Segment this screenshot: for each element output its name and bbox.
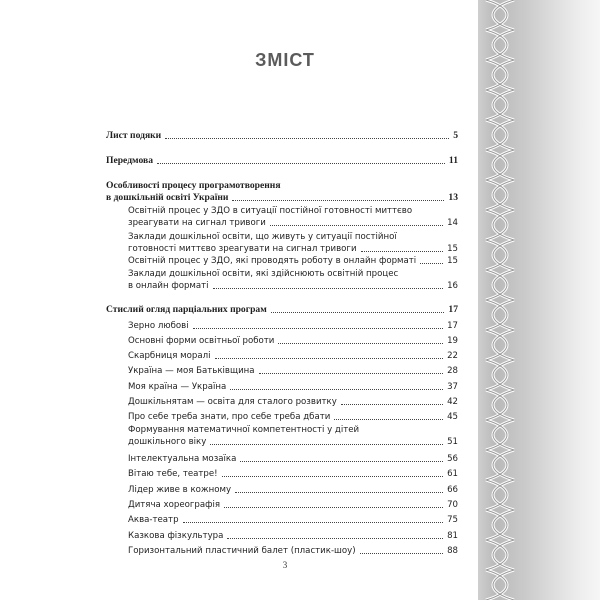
- toc-entry[interactable]: [128, 545, 458, 557]
- toc-entry-title-line1: Особливості процесу програмотворення: [106, 180, 281, 191]
- toc-entry-page: 19: [447, 336, 458, 346]
- toc-entry-title-line1: Заклади дошкільної освіти, які здійснюють освітній процес: [128, 269, 399, 279]
- toc-entry-title-line1: Освітній процес у ЗДО в ситуації постійної готовності миттєво: [128, 206, 413, 216]
- dot-leader: [165, 138, 449, 139]
- page-number: 3: [282, 560, 288, 570]
- toc-entry-title: Казкова фізкультура: [128, 531, 224, 541]
- toc-entry[interactable]: [128, 468, 458, 480]
- toc-entry-page: 15: [447, 256, 458, 266]
- toc-entry-page: 14: [447, 218, 458, 228]
- dot-leader: [227, 538, 443, 539]
- dot-leader: [213, 288, 443, 289]
- dot-leader: [278, 343, 443, 344]
- dot-leader: [270, 225, 443, 226]
- dot-leader: [183, 522, 444, 523]
- dot-leader: [334, 419, 443, 420]
- toc-entry[interactable]: [128, 365, 458, 377]
- toc-entry-page: 16: [447, 281, 458, 291]
- dot-leader: [157, 163, 445, 164]
- dot-leader: [341, 404, 443, 405]
- toc-entry-title: Скарбниця моралі: [128, 351, 211, 361]
- toc-entry-page: 42: [447, 397, 458, 407]
- toc-entry-title: Про себе треба знати, про себе треба дбати: [128, 412, 331, 422]
- toc-entry[interactable]: [128, 396, 458, 408]
- toc-entry-page: 17: [447, 321, 458, 331]
- toc-entry-title: Стислий огляд парціальних програм: [106, 304, 267, 315]
- toc-entry-title-line1: Формування математичної компетентності у дітей: [128, 425, 360, 435]
- toc-entry[interactable]: [106, 155, 458, 167]
- toc-entry-page: 51: [447, 437, 458, 447]
- toc-entry-title: Дитяча хореографія: [128, 500, 221, 510]
- toc-entry[interactable]: [128, 530, 458, 542]
- toc-entry[interactable]: [128, 484, 458, 496]
- toc-entry-page: 15: [447, 244, 458, 254]
- toc-entry-title: Основні форми освітньої роботи: [128, 336, 275, 346]
- toc-entry[interactable]: [128, 268, 458, 292]
- dot-leader: [224, 507, 443, 508]
- toc-entry-title-line1: Заклади дошкільної освіти, що живуть у ситуації постійної: [128, 232, 397, 242]
- dot-leader: [271, 312, 445, 313]
- toc-entry[interactable]: [128, 205, 458, 229]
- toc-entry[interactable]: [106, 130, 458, 142]
- braid-ornament-icon: [478, 0, 522, 600]
- toc-entry-title: Лідер живе в кожному: [128, 485, 232, 495]
- toc-entry[interactable]: [128, 499, 458, 511]
- toc-entry[interactable]: [128, 255, 458, 267]
- toc-entry-page: 75: [447, 515, 458, 525]
- toc-entry[interactable]: [128, 350, 458, 362]
- toc-entry-page: 81: [447, 531, 458, 541]
- toc-entry[interactable]: [128, 320, 458, 332]
- toc-entry[interactable]: [128, 231, 458, 255]
- toc-entry-page: 45: [447, 412, 458, 422]
- dot-leader: [193, 328, 443, 329]
- toc-entry-page: 66: [447, 485, 458, 495]
- toc-entry-title: дошкільного віку: [128, 437, 207, 447]
- toc-entry-page: 17: [448, 304, 458, 315]
- toc-entry-title: Аква-театр: [128, 515, 179, 525]
- dot-leader: [420, 263, 443, 264]
- toc-entry-title: готовності миттєво зреагувати на сигнал тривоги: [128, 244, 357, 254]
- toc-entry-page: 5: [453, 130, 458, 141]
- dot-leader: [222, 476, 443, 477]
- toc-entry[interactable]: [128, 514, 458, 526]
- dot-leader: [240, 461, 443, 462]
- toc-entry[interactable]: [128, 381, 458, 393]
- toc-entry-page: 70: [447, 500, 458, 510]
- page-edge-shadow: [522, 0, 600, 600]
- toc-entry-title: Передмова: [106, 155, 153, 166]
- dot-leader: [210, 444, 443, 445]
- toc-entry-page: 56: [447, 454, 458, 464]
- toc-entry-title: Вітаю тебе, театре!: [128, 469, 218, 479]
- toc-entry-title: в онлайн форматі: [128, 281, 209, 291]
- toc-entry-title: Лист подяки: [106, 130, 162, 141]
- toc-entry[interactable]: [128, 424, 458, 448]
- toc-entry-title: Горизонтальний пластичний балет (пластик-шоу): [128, 546, 356, 556]
- page-title: ЗМІСТ: [255, 50, 315, 70]
- toc-entry-title: Україна — моя Батьківщина: [128, 366, 255, 376]
- toc-entry-page: 37: [447, 382, 458, 392]
- toc-entry[interactable]: [128, 453, 458, 465]
- toc-entry-page: 11: [448, 155, 458, 166]
- toc-entry[interactable]: [128, 335, 458, 347]
- dot-leader: [235, 492, 443, 493]
- toc-entry[interactable]: [106, 304, 458, 316]
- dot-leader: [360, 553, 443, 554]
- toc-entry-page: 28: [447, 366, 458, 376]
- dot-leader: [232, 200, 444, 201]
- toc-entry-title: зреагувати на сигнал тривоги: [128, 218, 266, 228]
- toc-entry-page: 22: [447, 351, 458, 361]
- toc-entry-page: 13: [448, 192, 458, 203]
- dot-leader: [361, 251, 444, 252]
- dot-leader: [215, 358, 444, 359]
- toc-entry-page: 61: [447, 469, 458, 479]
- dot-leader: [259, 373, 444, 374]
- dot-leader: [230, 389, 443, 390]
- toc-entry-title: Дошкільнятам — освіта для сталого розвитку: [128, 397, 337, 407]
- toc-entry-title: Моя країна — Україна: [128, 382, 227, 392]
- toc-entry-title: Інтелектуальна мозаїка: [128, 454, 237, 464]
- toc-entry-title: в дошкільній освіті України: [106, 192, 229, 203]
- toc-entry[interactable]: [128, 411, 458, 423]
- decorative-border: [478, 0, 522, 600]
- toc-entry-page: 88: [447, 546, 458, 556]
- toc-entry-title: Зерно любові: [128, 321, 189, 331]
- toc-entry-title: Освітній процес у ЗДО, які проводять роботу в онлайн форматі: [128, 256, 417, 266]
- toc-entry[interactable]: [106, 180, 458, 204]
